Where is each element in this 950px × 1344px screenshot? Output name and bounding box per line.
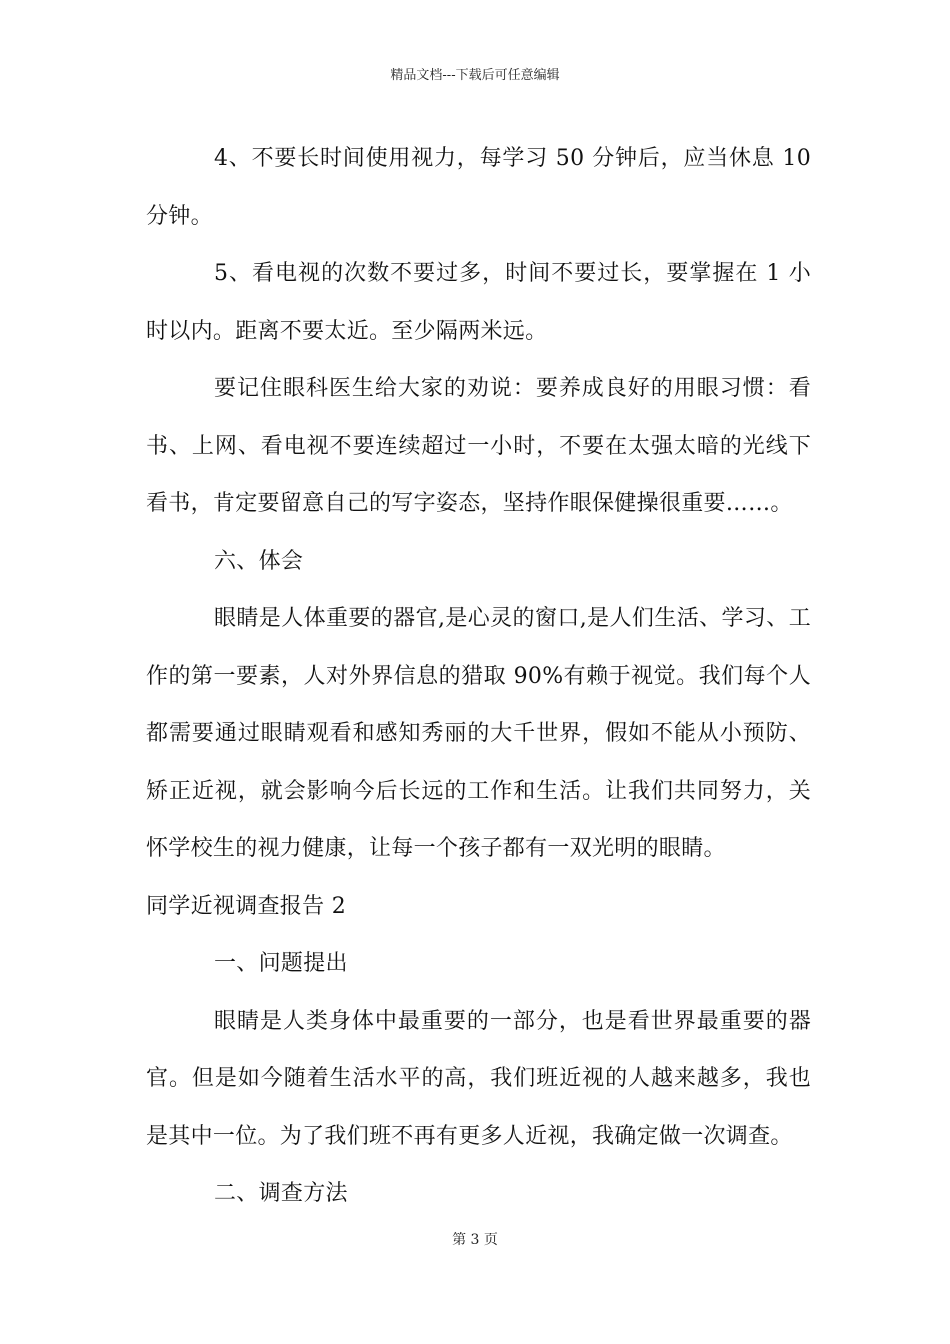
section-heading-problem: 一、问题提出: [214, 951, 348, 976]
paragraph-doctor-advice: 要记住眼科医生给大家的劝说：要养成良好的用眼习惯：看书、上网、看电视不要连续超过一小时，不要在太强太暗的光线下看书，肯定要留意自己的写字姿态，坚持作眼保健操很重要……。: [146, 376, 811, 516]
section-heading-method: 二、调查方法: [214, 1181, 348, 1206]
paragraph-problem: 眼睛是人类身体中最重要的一部分，也是看世界最重要的器官。但是如今随着生活水平的高，我们班近视的人越来越多，我也是其中一位。为了我们班不再有更多人近视，我确定做一次调查。: [146, 1008, 811, 1149]
document-body: [146, 130, 811, 1223]
page-footer: 第 3 页: [452, 1232, 498, 1248]
paragraph-item-4: 4、不要长时间使用视力，每学习 50 分钟后，应当休息 10 分钟。: [146, 146, 811, 229]
paragraph-item-5: 5、看电视的次数不要过多，时间不要过长，要掌握在 1 小时以内。距离不要太近。至少隔两米远。: [146, 261, 811, 344]
report-title: 同学近视调查报告 2: [146, 893, 346, 919]
section-heading-experience: 六、体会: [214, 548, 304, 574]
page-header: 精品文档---下载后可任意编辑: [390, 68, 560, 83]
paragraph-experience: 眼睛是人体重要的器官,是心灵的窗口,是人们生活、学习、工作的第一要素，人对外界信息的猎取 90%有赖于视觉。我们每个人都需要通过眼睛观看和感知秀丽的大千世界，假如不能从小预防、矫正近视，就会影响今后长远的工作和生活。让我们共同努力，关怀学校生的视力健康，让每一个孩子都有一双光明的眼睛。: [146, 606, 811, 861]
